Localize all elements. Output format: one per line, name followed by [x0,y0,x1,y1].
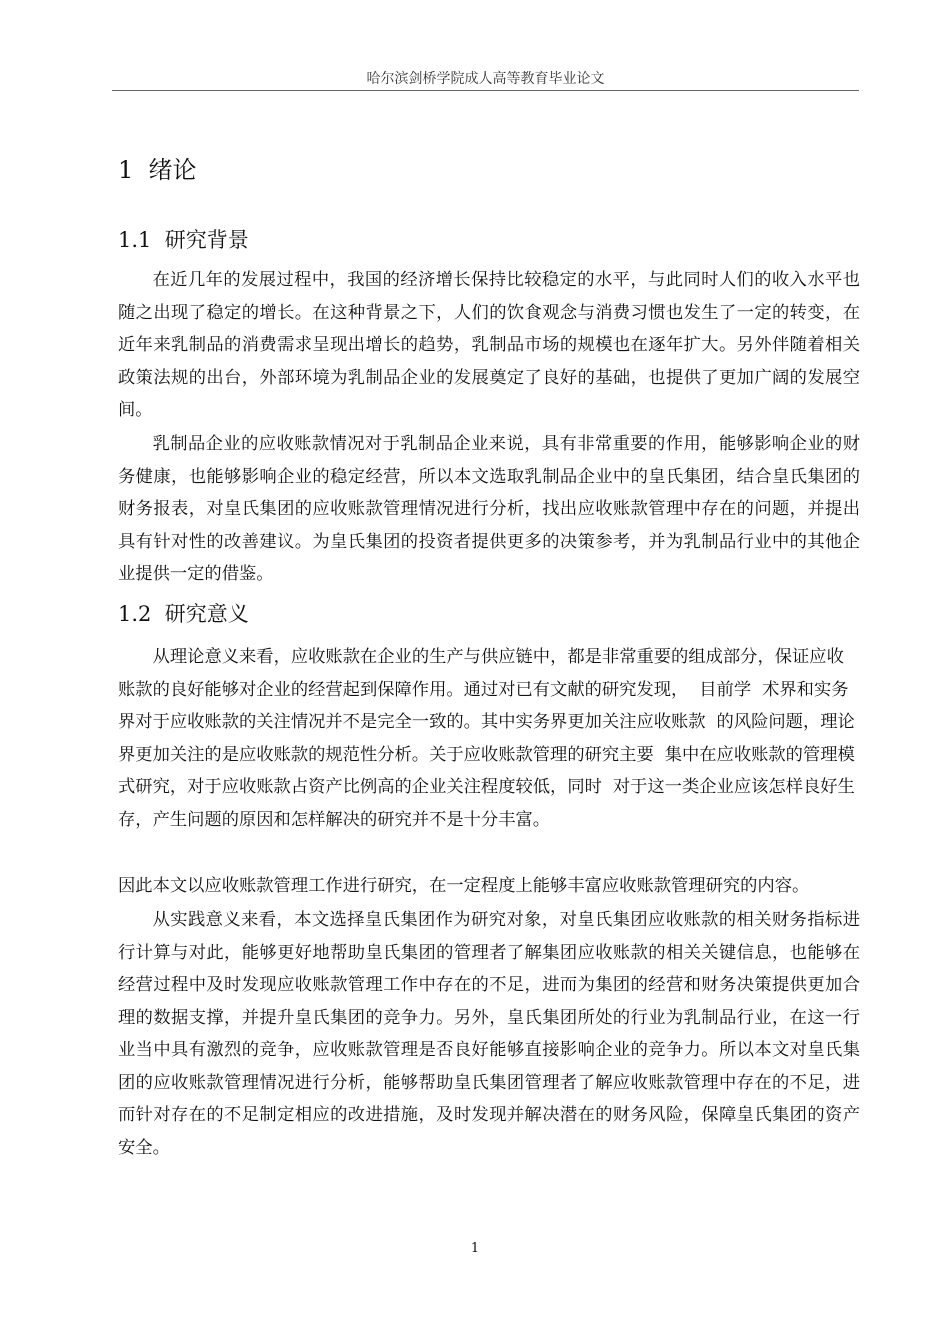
section-number: 1.1 [118,228,152,252]
page-number: 1 [470,1241,480,1256]
paragraph-background-2: 乳制品企业的应收账款情况对于乳制品企业来说，具有非常重要的作用，能够影响企业的财务健康，也能够影响企业的稳定经营，所以本文选取乳制品企业中的皇氏集团，结合皇氏集团的财务报表，对皇氏集团的应收账款管理情况进行分析，找出应收账款管理中存在的问题，并提出具有针对性的改善建议。为皇氏集团的投资者提供更多的决策参考，并为乳制品行业中的其他企业提供一定的借鉴。 [118,434,860,584]
section-heading-1-1 [118,224,249,254]
paragraph-background-1: 在近几年的发展过程中，我国的经济增长保持比较稳定的水平，与此同时人们的收入水平也随之出现了稳定的增长。在这种背景之下，人们的饮食观念与消费习惯也发生了一定的转变，在近年来乳制品的消费需求呈现出增长的趋势，乳制品市场的规模也在逐年扩大。另外伴随着相关政策法规的出台，外部环境为乳制品企业的发展奠定了良好的基础，也提供了更加广阔的发展空间。 [118,270,860,420]
section-title: 研究意义 [164,602,249,626]
paragraph-significance-3: 从实践意义来看，本文选择皇氏集团作为研究对象，对皇氏集团应收账款的相关财务指标进行计算与对此，能够更好地帮助皇氏集团的管理者了解集团应收账款的相关关键信息，也能够在经营过程中及时发现应收账款管理工作中存在的不足，进而为集团的经营和财务决策提供更加合理的数据支撑，并提升皇氏集团的竞争力。另外，皇氏集团所处的行业为乳制品行业，在这一行业当中具有激烈的竞争，应收账款管理是否良好能够直接影响企业的竞争力。所以本文对皇氏集团的应收账款管理情况进行分析，能够帮助皇氏集团管理者了解应收账款管理中存在的不足，进而针对存在的不足制定相应的改进措施，及时发现并解决潜在的财务风险，保障皇氏集团的资产安全。 [118,910,860,1158]
paragraph-significance-1: 从理论意义来看，应收账款在企业的生产与供应链中，都是非常重要的组成部分，保证应收账款的良好能够对企业的经营起到保障作用。通过对已有文献的研究发现， 目前学 术界和实务界对于应收账款的关注情况并不是完全一致的。其中实务界更加关注应收账款 的风险问题，理论界更加关注的是应收账款的规范性分析。关于应收账款管理的研究主要 集中在应收账款的管理模式研究，对于应收账款占资产比例高的企业关注程度较低，同时 对于这一类企业应该怎样良好生存，产生问题的原因和怎样解决的研究并不是十分丰富。 [118,647,855,830]
section-title: 研究背景 [164,228,249,252]
paragraph-significance-2: 因此本文以应收账款管理工作进行研究，在一定程度上能够丰富应收账款管理研究的内容。 [118,876,810,896]
section-heading-1-2 [118,598,249,628]
section-number: 1.2 [118,602,152,626]
chapter-number: 1 [118,156,134,184]
header-rule [112,90,859,91]
chapter-heading [118,150,197,185]
chapter-title: 绪论 [148,156,197,184]
running-header: 哈尔滨剑桥学院成人高等教育毕业论文 [366,71,605,87]
